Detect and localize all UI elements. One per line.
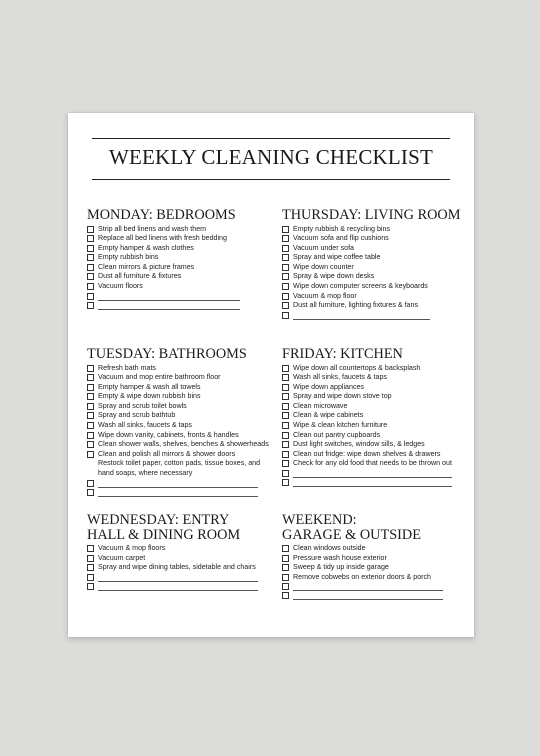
- checkbox[interactable]: [87, 432, 94, 439]
- checklist-item[interactable]: [282, 301, 460, 311]
- checklist-item[interactable]: [87, 263, 240, 273]
- checkbox[interactable]: [87, 393, 94, 400]
- checkbox[interactable]: [282, 374, 289, 381]
- blank-item[interactable]: [282, 591, 443, 600]
- item-label: Empty hamper & wash clothes: [98, 243, 194, 252]
- page-title: WEEKLY CLEANING CHECKLIST: [108, 145, 434, 169]
- checkbox[interactable]: [282, 365, 289, 372]
- blank-write-line[interactable]: [293, 319, 430, 320]
- section-heading-wednesday: [87, 513, 258, 542]
- checkbox[interactable]: [282, 254, 289, 261]
- item-label: Wipe & clean kitchen furniture: [293, 421, 388, 430]
- checkbox[interactable]: [282, 460, 289, 467]
- item-label: Wipe down appliances: [293, 382, 364, 391]
- item-label: Vacuum under sofa: [293, 243, 354, 252]
- heading-line: WEEKEND:: [282, 512, 357, 528]
- checkbox[interactable]: [87, 574, 94, 581]
- checklist-item[interactable]: [87, 392, 269, 402]
- checkbox[interactable]: [87, 264, 94, 271]
- item-label: Clean out pantry cupboards: [293, 430, 381, 439]
- item-label: Dust all furniture, lighting fixtures & fans: [293, 301, 418, 310]
- item-label: Spray and wipe coffee table: [293, 253, 381, 262]
- section-wednesday: [87, 513, 258, 591]
- item-label: Vacuum sofa and flip cushions: [293, 234, 389, 243]
- checkbox[interactable]: [282, 393, 289, 400]
- item-label: Vacuum & mop floors: [98, 544, 166, 552]
- blank-write-line[interactable]: [98, 496, 258, 497]
- checklist-item[interactable]: [87, 253, 240, 263]
- checkbox[interactable]: [282, 273, 289, 280]
- checklist-item[interactable]: [282, 364, 452, 374]
- item-label: Vacuum and mop entire bathroom floor: [98, 373, 221, 382]
- checklist-item[interactable]: [87, 544, 258, 554]
- checkbox[interactable]: [87, 583, 94, 590]
- item-label: Empty hamper & wash all towels: [98, 382, 201, 391]
- checkbox[interactable]: [87, 480, 94, 487]
- blank-item[interactable]: [282, 311, 460, 320]
- checklist-item[interactable]: [282, 263, 460, 273]
- checkbox[interactable]: [87, 245, 94, 252]
- checklist-item[interactable]: [87, 554, 258, 564]
- checkbox[interactable]: [282, 432, 289, 439]
- checkbox[interactable]: [87, 451, 94, 458]
- checkbox[interactable]: [87, 226, 94, 233]
- checkbox[interactable]: [87, 283, 94, 290]
- checkbox[interactable]: [282, 479, 289, 486]
- item-label: Vacuum floors: [98, 282, 143, 291]
- heading-line: GARAGE & OUTSIDE: [282, 526, 421, 543]
- checklist-item[interactable]: [282, 234, 460, 244]
- item-label: Wipe down counter: [293, 262, 354, 271]
- checklist-item[interactable]: [282, 383, 452, 393]
- blank-item[interactable]: [87, 292, 240, 301]
- item-label: Clean windows outside: [293, 544, 366, 552]
- blank-item[interactable]: [282, 478, 452, 487]
- title-rule-bottom: [92, 179, 450, 180]
- checklist-sheet: [68, 113, 474, 637]
- checkbox[interactable]: [87, 441, 94, 448]
- item-label-continued: Restock toilet paper, cotton pads, tissue boxes, and: [98, 459, 261, 468]
- title-rule-top: [92, 138, 450, 139]
- blank-item[interactable]: [87, 582, 258, 591]
- item-label: Remove cobwebs on exterior doors & porch: [293, 572, 432, 581]
- checkbox[interactable]: [282, 545, 289, 552]
- checkbox[interactable]: [87, 545, 94, 552]
- item-label: Wipe down vanity, cabinets, fronts & handles: [98, 430, 239, 439]
- checkbox[interactable]: [282, 302, 289, 309]
- section-heading-weekend: [282, 513, 443, 542]
- blank-item[interactable]: [87, 301, 240, 310]
- checklist-item[interactable]: [87, 563, 258, 573]
- section-heading-friday: FRIDAY: KITCHEN: [282, 346, 403, 362]
- checkbox[interactable]: [87, 235, 94, 242]
- checkbox[interactable]: [282, 312, 289, 319]
- checklist-item[interactable]: [282, 244, 460, 254]
- item-label: Dust all furniture & fixtures: [98, 272, 182, 281]
- checklist-item[interactable]: [282, 225, 460, 235]
- checklist-item[interactable]: [282, 431, 452, 441]
- item-label: Replace all bed linens with fresh bedding: [98, 234, 227, 243]
- blank-write-line[interactable]: [98, 590, 258, 591]
- checklist-item[interactable]: [282, 573, 443, 583]
- section-heading-thursday: THURSDAY: LIVING ROOM: [282, 207, 461, 223]
- checklist-item[interactable]: [282, 402, 452, 412]
- item-label: Wash all sinks, faucets & taps: [98, 421, 192, 430]
- checklist-item[interactable]: [282, 253, 460, 263]
- checklist-item[interactable]: [87, 244, 240, 254]
- checklist-item[interactable]: [282, 450, 452, 460]
- heading-line: WEDNESDAY: ENTRY: [87, 512, 230, 528]
- checkbox[interactable]: [87, 302, 94, 309]
- section-weekend: [282, 513, 443, 600]
- checkbox[interactable]: [282, 592, 289, 599]
- checklist-item[interactable]: [87, 411, 269, 421]
- checklist-item[interactable]: [87, 282, 240, 292]
- checkbox[interactable]: [282, 283, 289, 290]
- checklist-item[interactable]: [282, 440, 452, 450]
- checklist-item[interactable]: [87, 383, 269, 393]
- item-label: Spray and scrub bathtub: [98, 411, 176, 420]
- item-label: Sweep & tidy up inside garage: [293, 563, 389, 572]
- item-label: Wipe down computer screens & keyboards: [293, 282, 428, 291]
- checklist-item[interactable]: [282, 563, 443, 573]
- item-label: Spray & wipe down desks: [293, 272, 375, 281]
- item-label: Spray and wipe dining tables, sidetable and chairs: [98, 563, 256, 572]
- section-heading-tuesday: TUESDAY: BATHROOMS: [87, 346, 247, 362]
- item-label: Wash all sinks, faucets & taps: [293, 373, 387, 382]
- item-label: Pressure wash house exterior: [293, 553, 387, 562]
- checklist-item[interactable]: [282, 459, 452, 469]
- checkbox[interactable]: [282, 555, 289, 562]
- blank-write-line[interactable]: [293, 590, 443, 591]
- item-label: Empty rubbish bins: [98, 253, 159, 262]
- checklist-item[interactable]: [282, 392, 452, 402]
- item-label-continued: hand soaps, where necessary: [98, 469, 193, 478]
- checkbox[interactable]: [282, 245, 289, 252]
- item-label: Refresh bath mats: [98, 363, 156, 372]
- item-label: Strip all bed linens and wash them: [98, 224, 207, 233]
- section-friday: [282, 347, 452, 487]
- checklist-item[interactable]: [282, 411, 452, 421]
- checkbox[interactable]: [87, 384, 94, 391]
- checkbox[interactable]: [282, 293, 289, 300]
- checkbox[interactable]: [282, 422, 289, 429]
- item-label: Check for any old food that needs to be thrown out: [293, 459, 452, 468]
- blank-write-line[interactable]: [293, 477, 452, 478]
- checkbox[interactable]: [282, 574, 289, 581]
- checklist-item[interactable]: [87, 450, 269, 460]
- checkbox[interactable]: [87, 555, 94, 562]
- checkbox[interactable]: [87, 403, 94, 410]
- section-monday: [87, 208, 240, 310]
- blank-item[interactable]: [87, 479, 269, 488]
- checkbox[interactable]: [282, 441, 289, 448]
- checklist-item[interactable]: [87, 402, 269, 412]
- item-label: Clean & wipe cabinets: [293, 411, 364, 420]
- blank-write-line[interactable]: [293, 599, 443, 600]
- checkbox[interactable]: [282, 235, 289, 242]
- blank-item[interactable]: [282, 582, 443, 591]
- checklist-item[interactable]: [282, 554, 443, 564]
- item-label: Empty & wipe down rubbish bins: [98, 392, 201, 401]
- checkbox[interactable]: [87, 365, 94, 372]
- blank-item[interactable]: [87, 573, 258, 582]
- item-label: Clean mirrors & picture frames: [98, 262, 195, 271]
- checklist-item[interactable]: [282, 292, 460, 302]
- checkbox[interactable]: [87, 412, 94, 419]
- checklist-item[interactable]: [87, 272, 240, 282]
- checkbox[interactable]: [282, 470, 289, 477]
- item-label: Wipe down all countertops & backsplash: [293, 363, 421, 372]
- checklist-item[interactable]: [282, 272, 460, 282]
- checkbox[interactable]: [282, 412, 289, 419]
- checklist-item[interactable]: [282, 421, 452, 431]
- blank-write-line[interactable]: [293, 486, 452, 487]
- checklist-item[interactable]: [87, 373, 269, 383]
- checklist-item[interactable]: [282, 373, 452, 383]
- blank-item[interactable]: [87, 488, 269, 497]
- blank-write-line[interactable]: [98, 487, 258, 488]
- item-label: Dust light switches, window sills, & ledges: [293, 440, 425, 449]
- checklist-item[interactable]: [87, 225, 240, 235]
- checklist-item[interactable]: [87, 431, 269, 441]
- checkbox[interactable]: [87, 273, 94, 280]
- item-label: Empty rubbish & recycling bins: [293, 224, 390, 233]
- blank-item[interactable]: [282, 469, 452, 478]
- blank-write-line[interactable]: [98, 309, 240, 310]
- checkbox[interactable]: [87, 374, 94, 381]
- checkbox[interactable]: [87, 489, 94, 496]
- checkbox[interactable]: [87, 564, 94, 571]
- heading-line: HALL & DINING ROOM: [87, 526, 241, 543]
- item-label: Clean out fridge: wipe down shelves & drawers: [293, 449, 441, 458]
- checkbox[interactable]: [282, 264, 289, 271]
- item-label: Spray and wipe down stove top: [293, 392, 392, 401]
- item-label: Clean and polish all mirrors & shower doors: [98, 449, 236, 458]
- item-label: Clean shower walls, shelves, benches & showerheads: [98, 440, 269, 449]
- checkbox[interactable]: [87, 293, 94, 300]
- checklist-item[interactable]: [87, 440, 269, 450]
- checkbox[interactable]: [282, 403, 289, 410]
- checklist-item[interactable]: [87, 364, 269, 374]
- item-label: Vacuum carpet: [98, 553, 146, 562]
- blank-write-line[interactable]: [98, 581, 258, 582]
- checklist-item[interactable]: [282, 544, 443, 554]
- item-label: Clean microwave: [293, 401, 348, 410]
- blank-write-line[interactable]: [98, 300, 240, 301]
- checkbox[interactable]: [87, 254, 94, 261]
- item-label: Spray and scrub toilet bowls: [98, 401, 187, 410]
- checkbox[interactable]: [282, 384, 289, 391]
- checkbox[interactable]: [282, 583, 289, 590]
- item-label: Vacuum & mop floor: [293, 291, 357, 300]
- checklist-item[interactable]: [87, 421, 269, 431]
- section-thursday: [282, 208, 460, 320]
- checkbox[interactable]: [282, 451, 289, 458]
- checklist-item[interactable]: [282, 282, 460, 292]
- section-tuesday: [87, 347, 269, 497]
- checkbox[interactable]: [87, 422, 94, 429]
- checklist-item[interactable]: [87, 234, 240, 244]
- section-heading-monday: MONDAY: BEDROOMS: [87, 207, 236, 223]
- checkbox[interactable]: [282, 226, 289, 233]
- checkbox[interactable]: [282, 564, 289, 571]
